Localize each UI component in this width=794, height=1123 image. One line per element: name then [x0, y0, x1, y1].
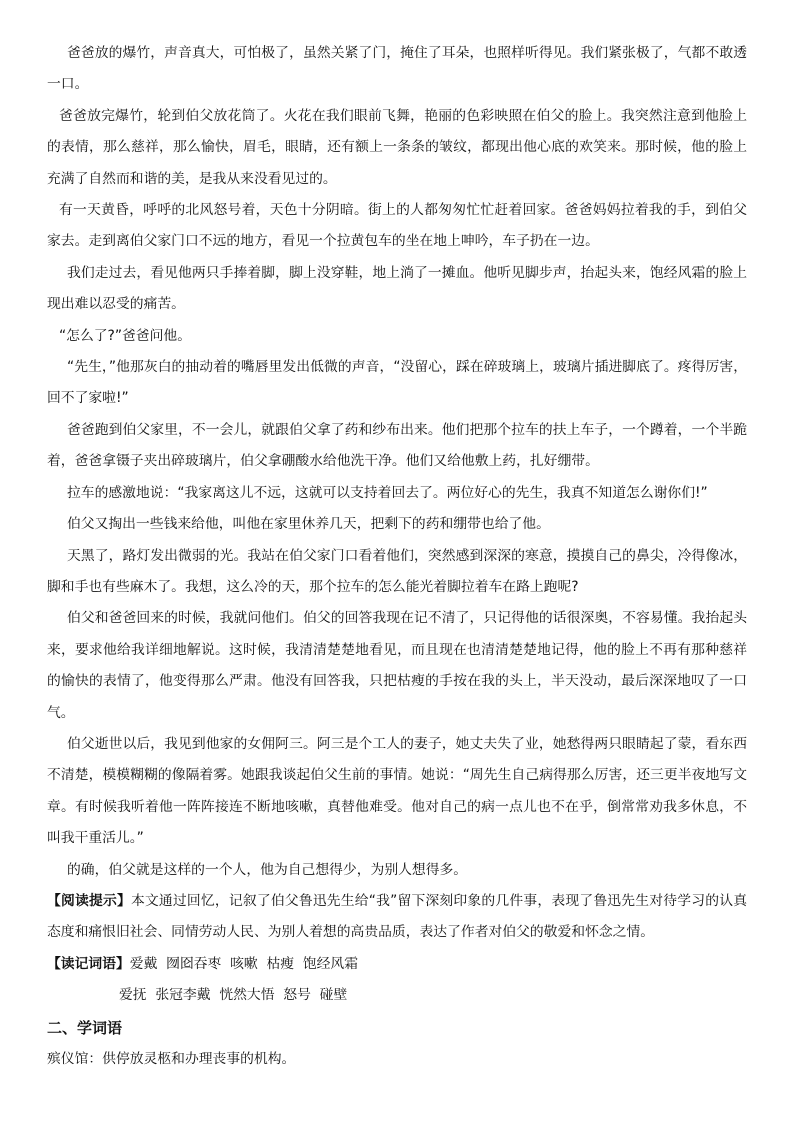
reading-tip-text: 本文通过回忆，记叙了伯父鲁迅先生给“我”留下深刻印象的几件事，表现了鲁迅先生对待学习的认真态度和痛恨旧社会、同情劳动人民、为别人着想的高贵品质，表达了作者对伯父的敬爱和怀念之情。 [47, 892, 748, 941]
paragraph: 伯父又掏出一些钱来给他，叫他在家里休养几天，把剩下的药和绷带也给了他。 [67, 516, 550, 533]
paragraph: 拉车的感激地说：“我家离这儿不远，这就可以支持着回去了。两位好心的先生，我真不知道怎么谢你们!” [67, 484, 708, 501]
reading-tip [47, 886, 747, 949]
paragraph: 爸爸放完爆竹，轮到伯父放花筒了。火花在我们眼前飞舞，艳丽的色彩映照在伯父的脸上。我突然注意到他脸上的表情，那么慈祥，那么愉快，眉毛，眼睛，还有额上一条条的皱纹，都现出他心底的欢笑来。那时候，他的脸上充满了自然而和谐的美，是我从来没看见过的。 [47, 107, 747, 187]
vocab-line-2 [47, 980, 747, 1011]
paragraph: “先生，”他那灰白的抽动着的嘴唇里发出低微的声音，“没留心，踩在碎玻璃上，玻璃片插进脚底了。疼得厉害，回不了家啦!” [47, 359, 747, 407]
vocab-label: 【读记词语】 [47, 955, 130, 972]
section-title: 二、学词语 [47, 1018, 123, 1037]
term-definition: 殡仪馆：供停放灵柩和办理丧事的机构。 [47, 1050, 296, 1067]
paragraph: 天黑了，路灯发出微弱的光。我站在伯父家门口看着他们，突然感到深深的寒意，摸摸自己的鼻尖，冷得像冰，脚和手也有些麻木了。我想，这么冷的天，那个拉车的怎么能光着脚拉着车在路上跑呢? [47, 547, 747, 595]
paragraph: 的确，伯父就是这样的一个人，他为自己想得少，为别人想得多。 [67, 861, 468, 878]
paragraph: 爸爸放的爆竹，声音真大，可怕极了，虽然关紧了门，掩住了耳朵，也照样听得见。我们紧张极了，气都不敢透一口。 [47, 45, 747, 93]
vocab-words-2: 爱抚 张冠李戴 恍然大悟 怒号 碰壁 [119, 987, 348, 1004]
paragraph: “怎么了?”爸爸问他。 [59, 327, 191, 344]
vocab-words-1: 爱戴 囫囵吞枣 咳嗽 枯瘦 饱经风霜 [129, 955, 359, 972]
paragraph: 伯父逝世以后，我见到他家的女佣阿三。阿三是个工人的妻子，她丈夫失了业，她愁得两只眼睛起了蒙，看东西不清楚，模模糊糊的像隔着雾。她跟我谈起伯父生前的事情。她说：“周先生自己病得那么厉害，还三更半夜地写文章。有时候我听着他一阵阵接连不断地咳嗽，真替他难受。他对自己的病一点儿也不在乎，倒常常劝我多休息，不叫我干重活儿。” [47, 735, 747, 847]
paragraph: 伯父和爸爸回来的时候，我就问他们。伯父的回答我现在记不清了，只记得他的话很深奥，不容易懂。我抬起头来，要求他给我详细地解说。这时候，我清清楚楚地看见，而且现在也清清楚楚地记得，他的脸上不再有那种慈祥的愉快的表情了，他变得那么严肃。他没有回答我，只把枯瘦的手按在我的头上，半天没动，最后深深地叹了一口气。 [47, 610, 747, 721]
document-page [47, 38, 747, 1075]
paragraph: 有一天黄昏，呼呼的北风怒号着，天色十分阴暗。街上的人都匆匆忙忙赶着回家。爸爸妈妈拉着我的手，到伯父家去。走到离伯父家门口不远的地方，看见一个拉黄包车的坐在地上呻吟，车子扔在一边。 [47, 202, 747, 250]
paragraph: 爸爸跑到伯父家里，不一会儿，就跟伯父拿了药和纱布出来。他们把那个拉车的扶上车子，一个蹲着，一个半跪着，爸爸拿镊子夹出碎玻璃片，伯父拿硼酸水给他洗干净。他们又给他敷上药，扎好绷带。 [47, 421, 747, 470]
story-body [47, 38, 747, 886]
vocab-line-1 [47, 949, 747, 980]
paragraph: 我们走过去，看见他两只手捧着脚，脚上没穿鞋，地上淌了一摊血。他听见脚步声，抬起头来，饱经风霜的脸上现出难以忍受的痛苦。 [47, 264, 747, 313]
reading-tip-label: 【阅读提示】 [47, 892, 131, 909]
